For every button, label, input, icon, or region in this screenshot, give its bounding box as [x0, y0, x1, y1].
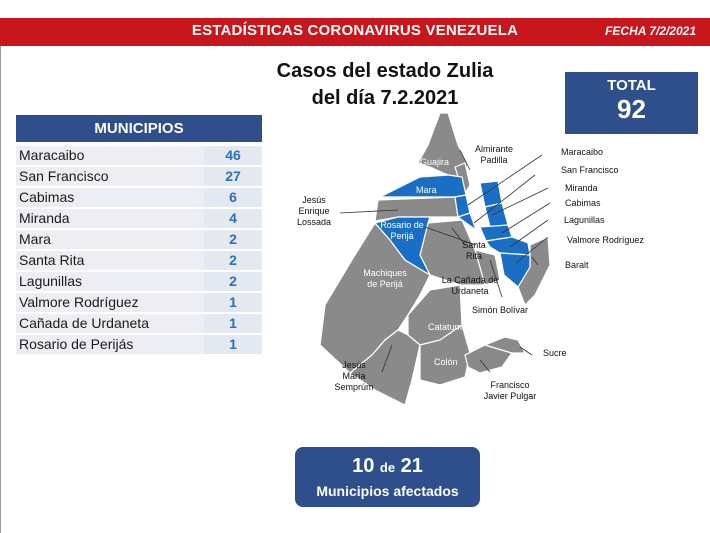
label-san-francisco: San Francisco [561, 165, 619, 175]
label-cabimas: Cabimas [565, 198, 601, 208]
region-lagunillas [486, 237, 530, 255]
label-baralt: Baralt [565, 260, 589, 270]
label-colon: Colón [434, 357, 458, 367]
label-maracaibo: Maracaibo [561, 147, 604, 157]
row-value: 6 [204, 188, 262, 207]
label-almirante-padilla: Almirante Padilla [474, 144, 513, 165]
municipios-table [16, 115, 262, 356]
header-date: FECHA 7/2/2021 [605, 24, 696, 38]
label-machiques-de-perija: Machiques de Perijá [363, 268, 407, 289]
label-la-canada-de-urdaneta: La Cañada de Urdaneta [441, 275, 499, 296]
label-santa-rita: Santa Rita [462, 240, 486, 261]
label-francisco-javier-pulgar: Francisco Javier Pulgar [483, 380, 537, 401]
label-valmore-rodriguez: Valmore Rodríguez [567, 235, 644, 245]
label-miranda: Miranda [565, 183, 598, 193]
row-value: 1 [204, 335, 262, 354]
table-row [16, 188, 262, 207]
row-name: Cañada de Urdaneta [19, 315, 149, 331]
table-row [16, 272, 262, 291]
zulia-map [280, 105, 680, 425]
affected-summary-box [295, 447, 480, 507]
map-title-line2: del día 7.2.2021 [311, 87, 459, 109]
affected-count-line [295, 455, 480, 478]
row-value: 46 [204, 146, 262, 165]
label-jesus-maria-semprum: Jesús María Semprúm [334, 360, 374, 392]
table-row [16, 293, 262, 312]
table-row [16, 314, 262, 333]
header-title: ESTADÍSTICAS CORONAVIRUS VENEZUELA [191, 22, 519, 39]
label-catatumbo: Catatumbo [428, 322, 473, 332]
total-municipalities: 21 [400, 455, 423, 477]
total-label: TOTAL [607, 77, 656, 94]
map-title [260, 58, 510, 112]
row-value: 2 [204, 272, 262, 291]
row-name: Lagunillas [19, 273, 83, 289]
region-miranda [485, 203, 508, 227]
row-name: Miranda [19, 210, 70, 226]
affected-caption: Municipios afectados [316, 483, 459, 499]
label-guajira: Guajira [420, 157, 450, 167]
table-row [16, 251, 262, 270]
row-name: San Francisco [19, 168, 109, 184]
page-left-border [0, 46, 1, 533]
label-rosario-de-perija: Rosario de Perijá [380, 220, 424, 241]
table-row [16, 230, 262, 249]
row-name: Santa Rita [19, 252, 85, 268]
row-name: Rosario de Perijás [19, 336, 134, 352]
row-name: Maracaibo [19, 147, 85, 163]
header-bar [0, 18, 710, 46]
affected-connector: de [379, 460, 396, 475]
row-value: 4 [204, 209, 262, 228]
label-sucre: Sucre [543, 348, 567, 358]
total-value: 92 [617, 94, 646, 124]
table-row [16, 167, 262, 186]
row-name: Mara [19, 231, 51, 247]
label-simon-bolivar: Simón Bolívar [472, 305, 529, 315]
table-row [16, 209, 262, 228]
label-jesus-enrique-lossada: Jesús Enrique Lossada [296, 195, 332, 227]
row-value: 2 [204, 230, 262, 249]
row-value: 27 [204, 167, 262, 186]
map-title-line1: Casos del estado Zulia [276, 60, 494, 82]
row-value: 2 [204, 251, 262, 270]
row-value: 1 [204, 293, 262, 312]
row-name: Valmore Rodríguez [19, 294, 139, 310]
table-row [16, 146, 262, 165]
table-header: MUNICIPIOS [16, 115, 262, 142]
label-lagunillas: Lagunillas [564, 215, 605, 225]
table-row [16, 335, 262, 354]
row-name: Cabimas [19, 189, 75, 205]
row-value: 1 [204, 314, 262, 333]
label-mara: Mara [416, 185, 437, 195]
affected-count: 10 [352, 455, 375, 477]
